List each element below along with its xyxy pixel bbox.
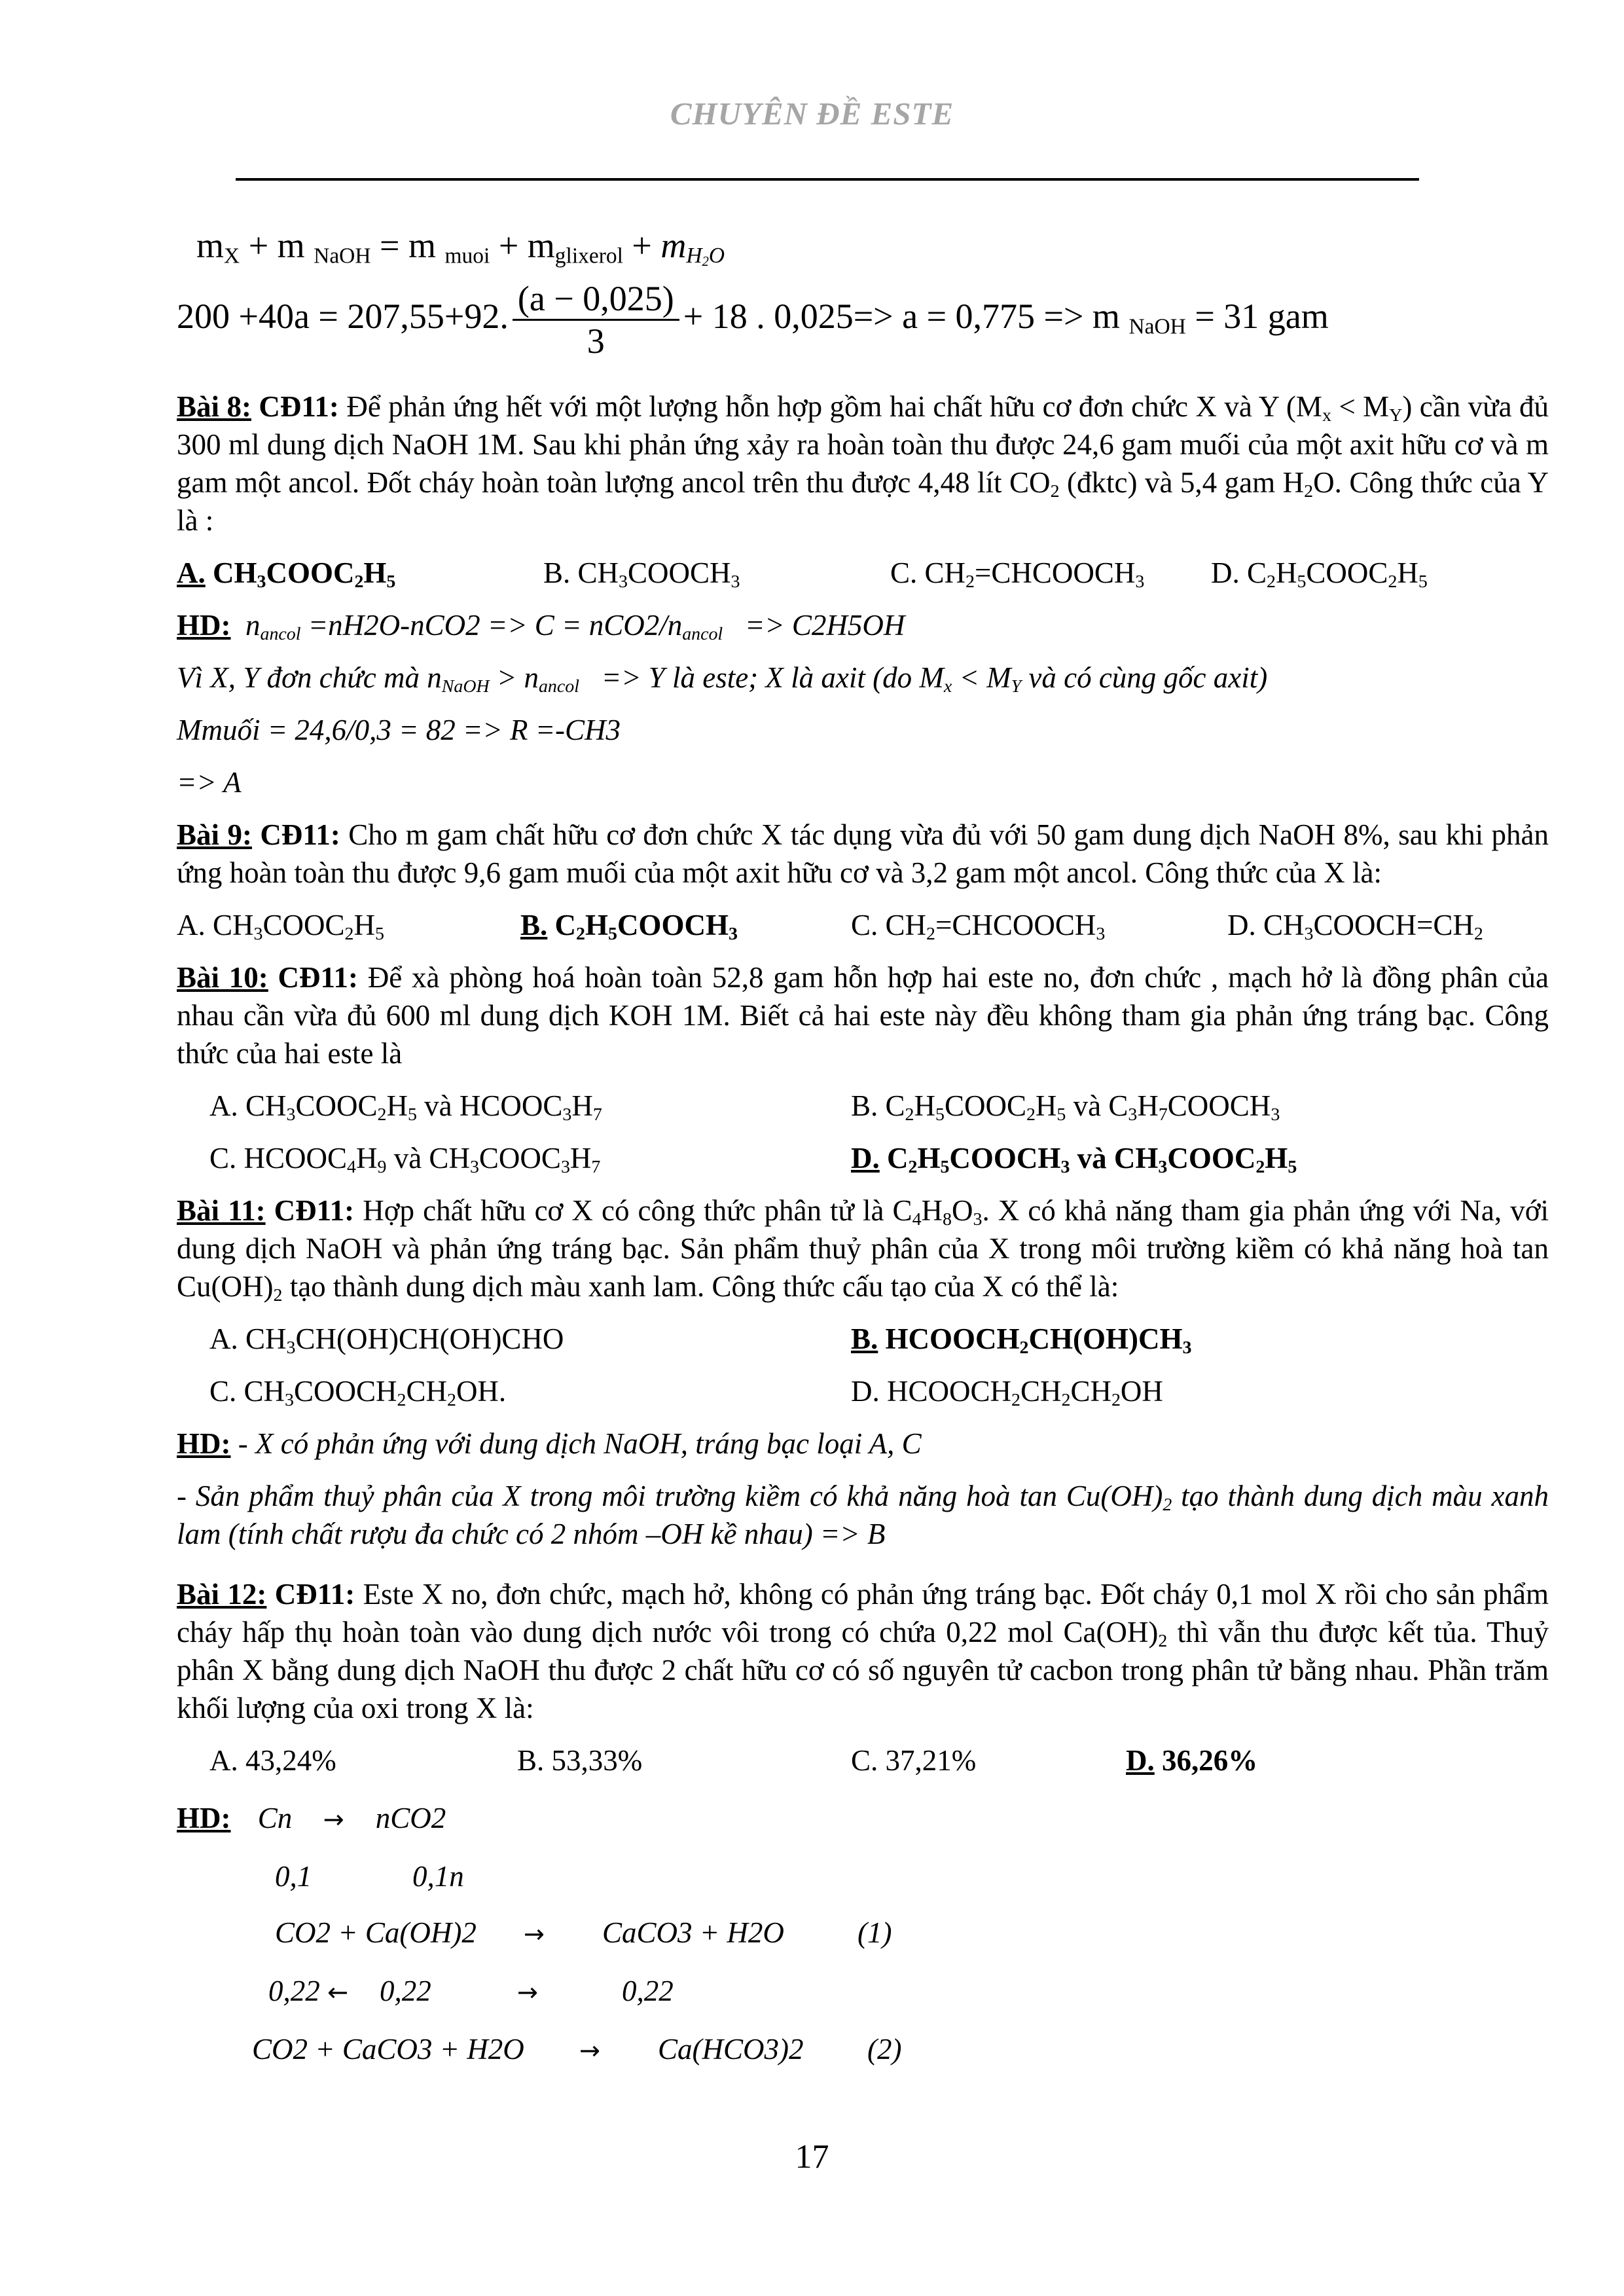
reaction-term: Cn bbox=[257, 1802, 293, 1834]
reaction-term: CO2 + Ca(OH)2 bbox=[275, 1916, 477, 1949]
eq1-term: + m bbox=[490, 226, 555, 265]
answer-options bbox=[177, 1087, 1549, 1125]
answer-options bbox=[177, 1320, 1549, 1358]
problem-text: Để xà phòng hoá hoàn toàn 52,8 gam hỗn hợp hai este no, đơn chức , mạch hở là đồng phân của nhau cần vừa đủ 600 ml dung dịch KOH 1M. Biết cả hai este này đều không tham gia phản ứng tráng bạc. Công thức của hai este là bbox=[177, 961, 1549, 1070]
sub: 8 bbox=[943, 1209, 952, 1230]
reaction-term: 0,22 bbox=[268, 1975, 320, 2007]
eq1-sub-2: 2 bbox=[702, 255, 709, 270]
option-a: A. $CH_3COOC_2H_5$ bbox=[177, 556, 396, 592]
eq1-sub bbox=[686, 244, 725, 268]
problem-text: Cho m gam chất hữu cơ đơn chức X tác dụng vừa đủ với 50 gam dung dịch NaOH 8%, sau khi phản ứng hoàn toàn thu được 9,6 gam muối của một axit hữu cơ và 3,2 gam một ancol. Công thức của X là: bbox=[177, 818, 1549, 889]
problem-text: Este X no, đơn chức, mạch hở, không có phản ứng tráng bạc. Đốt cháy 0,1 mol X rồi cho sản phẩm cháy hấp thụ hoàn toàn vào dung dịch nước vôi trong có chứa 0,22 mol Ca(OH) bbox=[177, 1578, 1549, 1649]
problem-tag: CĐ11: bbox=[259, 390, 339, 423]
problem-11 bbox=[177, 1192, 1549, 1305]
header-divider bbox=[236, 178, 1419, 181]
sub: 2 bbox=[1304, 481, 1314, 501]
option-c: C. $CH_3COOCH_2CH_2OH$. bbox=[209, 1375, 507, 1410]
answer-options bbox=[177, 1139, 1549, 1177]
answer-options bbox=[177, 1741, 1549, 1779]
eq1-term: + m bbox=[240, 226, 314, 265]
hint-line: Vì X, Y đơn chức mà $n_{NaOH} > n_{ancol} => Y$ là este; X là axit (do $M_x < M_Y$ và có cùng gốc axit) bbox=[177, 661, 1268, 697]
problem-text: O bbox=[951, 1194, 973, 1227]
option-a: A. $CH_3CH(OH)CH(OH)CHO$ bbox=[209, 1322, 564, 1358]
hint-reaction-5 bbox=[177, 2030, 1549, 2070]
option-b: B. $HCOOCH_2CH(OH)CH_3$ bbox=[851, 1322, 1192, 1358]
page-content bbox=[177, 219, 1549, 2070]
arrow-icon: → bbox=[579, 2036, 601, 2066]
reaction-number: (2) bbox=[867, 2033, 902, 2066]
reaction-number: (1) bbox=[857, 1916, 892, 1949]
answer-options bbox=[177, 906, 1549, 944]
eq1-sub-o: O bbox=[708, 244, 725, 268]
option-a: A. 43,24% bbox=[209, 1744, 336, 1777]
reaction-term: CO2 + CaCO3 + H2O bbox=[252, 2033, 524, 2066]
problem-tag: CĐ11: bbox=[274, 1578, 355, 1611]
option-c: C. $HCOOC_4H_9$ và $CH_3COOC_3H_7$ bbox=[209, 1142, 601, 1177]
problem-text: H bbox=[921, 1194, 943, 1227]
eq1-term: m bbox=[196, 226, 225, 265]
eq2-lhs: 200 +40a = 207,55+92. bbox=[177, 296, 509, 336]
option-b: B. $C_2H_5COOCH_3$ bbox=[520, 909, 738, 944]
problem-text: . X có khả năng tham gia phản ứng với Na, với dung dịch NaOH và phản ứng tráng bạc. Sản phẩm thuỷ phân của X trong môi trường kiềm có khả năng hoà tan Cu(OH) bbox=[177, 1194, 1549, 1303]
hint-label: HD: bbox=[177, 1427, 231, 1460]
option-d: D. $CH_3COOCH=CH_2$ bbox=[1227, 909, 1483, 944]
hint-label: HD: bbox=[177, 609, 231, 642]
eq2-denominator: 3 bbox=[586, 321, 605, 361]
answer-options bbox=[177, 554, 1549, 592]
eq2-tail: = 31 gam bbox=[1185, 296, 1329, 336]
hint-text: - X có phản ứng với dung dịch NaOH, tráng bạc loại A, C bbox=[230, 1427, 922, 1460]
eq1-sub-h: H bbox=[686, 244, 702, 268]
sub: 2 bbox=[1050, 481, 1060, 501]
hint-reaction-1 bbox=[177, 1799, 1549, 1839]
problem-label: Bài 11: bbox=[177, 1194, 266, 1227]
sub: x bbox=[1322, 405, 1331, 426]
reaction-term: Ca(HCO3)2 bbox=[658, 2033, 804, 2066]
option-c: C. $CH_2=CHCOOCH_3$ bbox=[890, 556, 1145, 592]
sub: 4 bbox=[912, 1209, 922, 1230]
eq2-sub: NaOH bbox=[1128, 314, 1186, 339]
option-c: C. $CH_2=CHCOOCH_3$ bbox=[851, 909, 1106, 944]
reaction-term: 0,22 bbox=[622, 1975, 674, 2007]
option-a: A. $CH_3COOC_2H_5$ và $HCOOC_3H_7$ bbox=[209, 1089, 602, 1125]
sub: 3 bbox=[973, 1209, 983, 1230]
page-number: 17 bbox=[795, 2138, 829, 2176]
eq1-sub: X bbox=[224, 244, 240, 268]
problem-tag: CĐ11: bbox=[260, 818, 340, 851]
eq1-sub: NaOH bbox=[314, 244, 371, 268]
option-d: D. $C_2H_5COOC_2H_5$ bbox=[1211, 556, 1428, 592]
option-a: A. $CH_3COOC_2H_5$ bbox=[177, 909, 384, 944]
hint-text: $n_{ancol} =nH2O-nCO2 => C = nCO2/n_{ancol} => C2H5OH$ bbox=[238, 609, 905, 644]
hint-line: => A bbox=[177, 766, 242, 799]
page-header-title: CHUYÊN ĐỀ ESTE bbox=[670, 96, 954, 132]
problem-label: Bài 10: bbox=[177, 961, 268, 994]
hint-line bbox=[177, 606, 1549, 644]
eq2-rhs: + 18 . 0,025=> a = 0,775 => m bbox=[683, 296, 1129, 336]
hint-reaction-4 bbox=[177, 1972, 1549, 2012]
hint-reaction-3 bbox=[177, 1914, 1549, 1954]
problem-text: Hợp chất hữu cơ X có công thức phân tử là C bbox=[354, 1194, 912, 1227]
hint-line: Mmuối = 24,6/0,3 = 82 => R =-CH3 bbox=[177, 714, 621, 746]
sub: 2 bbox=[1158, 1630, 1168, 1651]
problem-text: thì vẫn thu được kết tủa. Thuỷ phân X bằng dung dịch NaOH thu được 2 chất hữu cơ có số nguyên tử cacbon trong phân tử bằng nhau. Phần trăm khối lượng của oxi trong X là: bbox=[177, 1616, 1549, 1724]
option-c: C. 37,21% bbox=[851, 1744, 977, 1777]
problem-text: tạo thành dung dịch màu xanh lam. Công thức cấu tạo của X có thể là: bbox=[282, 1270, 1119, 1303]
eq1-term: m bbox=[660, 226, 687, 265]
reaction-term: nCO2 bbox=[375, 1802, 446, 1834]
eq1-term: + bbox=[623, 226, 661, 265]
left-arrow-icon: ← bbox=[327, 1978, 349, 2007]
option-b: B. 53,33% bbox=[517, 1744, 643, 1777]
arrow-icon: → bbox=[524, 1920, 545, 1949]
problem-text: ) cần vừa đủ 300 ml dung dịch NaOH 1M. Sau khi phản ứng xảy ra hoàn toàn thu được 24,6 gam muối của một axit hữu cơ và m gam một ancol. Đốt cháy hoàn toàn lượng ancol trên thu được 4,48 lít CO bbox=[177, 390, 1549, 499]
reaction-term: 0,1 bbox=[275, 1860, 312, 1893]
reaction-term: 0,1n bbox=[412, 1860, 464, 1893]
reaction-term: CaCO3 + H2O bbox=[602, 1916, 784, 1949]
eq2-fraction bbox=[513, 278, 679, 361]
equation-solve-a bbox=[177, 278, 1549, 361]
arrow-icon: → bbox=[517, 1978, 539, 2007]
eq1-sub: muoi bbox=[444, 244, 490, 268]
option-d: D. $HCOOCH_2CH_2CH_2OH$ bbox=[851, 1375, 1163, 1410]
option-d: D. 36,26% bbox=[1126, 1744, 1258, 1777]
hint-line: - Sản phẩm thuỷ phân của X trong môi trường kiềm có khả năng hoà $\tan Cu(OH)_2$ tạo thành dung dịch màu xanh lam (tính chất rượu đa chức có 2 nhóm –OH kề nhau) => B bbox=[177, 1480, 1549, 1550]
sub: 2 bbox=[273, 1285, 283, 1305]
option-d: D. $C_2H_5COOCH_3$ và $CH_3COOC_2H_5$ bbox=[851, 1142, 1297, 1177]
option-b: B. $CH_3COOCH_3$ bbox=[543, 556, 740, 592]
problem-label: Bài 8: bbox=[177, 390, 251, 423]
hint-reaction-2 bbox=[177, 1857, 1549, 1895]
sub: Y bbox=[1389, 405, 1403, 426]
problem-label: Bài 9: bbox=[177, 818, 252, 851]
problem-label: Bài 12: bbox=[177, 1578, 267, 1611]
arrow-icon: → bbox=[323, 1805, 344, 1834]
hint-line bbox=[177, 1425, 1549, 1463]
problem-text: < M bbox=[1331, 390, 1390, 423]
problem-tag: CĐ11: bbox=[278, 961, 359, 994]
eq1-sub: glixerol bbox=[554, 244, 623, 268]
option-b: B. $C_2H_5COOC_2H_5$ và $C_3H_7COOCH_3$ bbox=[851, 1089, 1280, 1125]
hint-label: HD: bbox=[177, 1802, 231, 1834]
equation-mass-balance bbox=[177, 219, 1549, 272]
problem-12 bbox=[177, 1575, 1549, 1727]
eq1-term: = m bbox=[370, 226, 445, 265]
problem-text: Để phản ứng hết với một lượng hỗn hợp gồm hai chất hữu cơ đơn chức X và Y (M bbox=[338, 390, 1322, 423]
problem-tag: CĐ11: bbox=[274, 1194, 355, 1227]
problem-10 bbox=[177, 958, 1549, 1072]
problem-text: O. Công thức của Y là : bbox=[177, 466, 1549, 537]
reaction-term: 0,22 bbox=[380, 1975, 431, 2007]
problem-8 bbox=[177, 388, 1549, 539]
problem-9 bbox=[177, 816, 1549, 892]
eq2-numerator: (a − 0,025) bbox=[513, 278, 679, 321]
answer-options bbox=[177, 1372, 1549, 1410]
problem-text: (đktc) và 5,4 gam H bbox=[1059, 466, 1305, 499]
